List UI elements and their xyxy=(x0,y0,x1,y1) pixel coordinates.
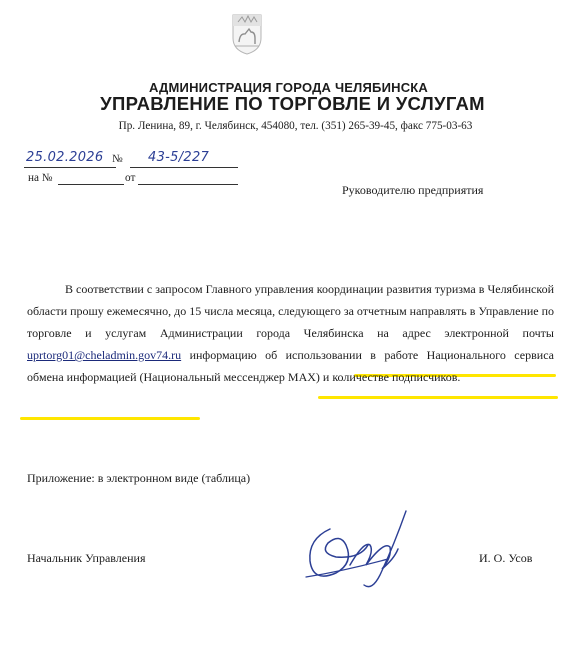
organization-name: АДМИНИСТРАЦИЯ ГОРОДА ЧЕЛЯБИНСКА xyxy=(148,80,429,95)
registration-date-line xyxy=(24,167,116,168)
department-name: УПРАВЛЕНИЕ ПО ТОРГОВЛЕ И УСЛУГАМ xyxy=(100,93,485,114)
registration-date: 25.02.2026 xyxy=(26,150,104,165)
reply-number-line xyxy=(58,184,124,185)
body-text-part1: В соответствии с запросом Главного управления координации развития туризма в Челябинской области прошу ежемесячно, до 15 числа месяца, следующего за отчетным направлять в Управление по торговле и услугам Администрации города Челябинска на адрес электронной почты xyxy=(27,282,555,340)
body-text-part2: информацию об использовании в работе Национального сервиса обмена информацией (Национальный мессенджер MAX) и количестве подписчиков. xyxy=(27,348,554,384)
department-address: Пр. Ленина, 89, г. Челябинск, 454080, тел. (351) 265-39-45, факс 775-03-63 xyxy=(118,120,473,132)
number-sign: № xyxy=(112,153,123,165)
email-link[interactable]: uprtorg01@cheladmin.gov74.ru xyxy=(27,348,182,362)
reply-date-line xyxy=(138,184,238,185)
body-paragraph xyxy=(27,278,554,388)
addressee: Руководителю предприятия xyxy=(342,183,484,197)
registration-number: 43-5/227 xyxy=(148,150,210,165)
reply-date-label: от xyxy=(125,172,136,184)
reply-number-label: на № xyxy=(28,172,53,184)
highlight-stroke xyxy=(20,417,200,420)
letter-body xyxy=(27,278,554,388)
handwritten-signature xyxy=(300,505,420,593)
annex-note: Приложение: в электронном виде (таблица) xyxy=(27,471,251,485)
coat-of-arms-icon xyxy=(230,12,264,56)
signer-position: Начальник Управления xyxy=(27,551,146,565)
registration-number-line xyxy=(130,167,238,168)
highlight-stroke xyxy=(318,396,558,399)
signer-name: И. О. Усов xyxy=(479,551,533,565)
